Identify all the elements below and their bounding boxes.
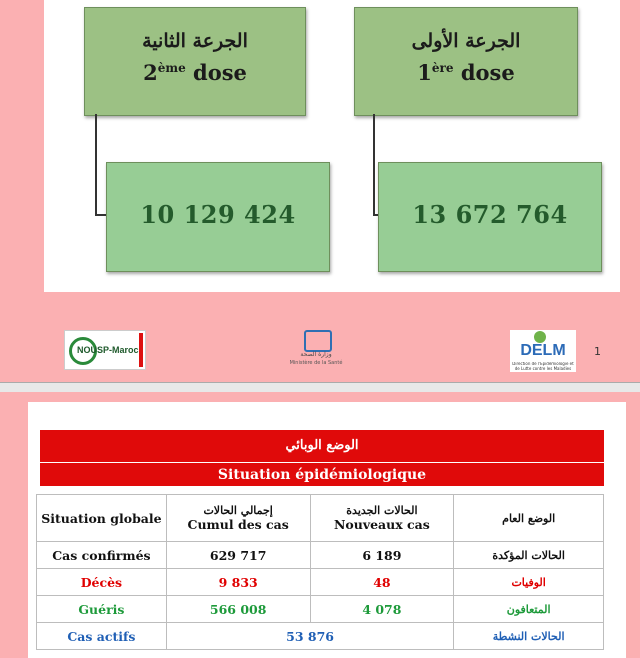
row-label-ar: الوفيات xyxy=(454,569,604,596)
situation-table xyxy=(36,494,604,650)
connector-line xyxy=(95,114,97,215)
row-cumul: 629 717 xyxy=(166,542,310,569)
row-new: 4 078 xyxy=(310,596,454,623)
row-cumul: 9 833 xyxy=(166,569,310,596)
situation-title-ar: الوضع الوبائي xyxy=(285,438,359,453)
first-dose-count-box xyxy=(378,162,602,272)
row-label-ar: الحالات المؤكدة xyxy=(454,542,604,569)
nousp-text: NOUSP-Maroc xyxy=(77,345,139,355)
table-header-row xyxy=(37,495,604,542)
first-dose-arabic: الجرعة الأولى xyxy=(411,30,521,52)
flag-stripe xyxy=(139,333,143,367)
ministry-emblem-icon xyxy=(304,330,332,352)
second-dose-count-box xyxy=(106,162,330,272)
page-number: 1 xyxy=(594,345,601,358)
row-label-fr: Cas confirmés xyxy=(37,542,167,569)
first-dose-title-box xyxy=(354,7,578,116)
nousp-logo xyxy=(64,330,146,370)
table-row xyxy=(37,623,604,650)
situation-header xyxy=(40,430,604,486)
ministry-ar: وزارة الصحة xyxy=(300,351,332,358)
row-label-fr: Cas actifs xyxy=(37,623,167,650)
row-label-ar: المتعافون xyxy=(454,596,604,623)
table-row xyxy=(37,542,604,569)
ministry-logo xyxy=(290,330,342,372)
delm-logo xyxy=(510,330,576,372)
connector-line xyxy=(373,114,375,215)
header-new: الحالات الجديدة Nouveaux cas xyxy=(310,495,454,542)
row-cumul: 53 876 xyxy=(166,623,453,650)
first-dose-count: 13 672 764 xyxy=(412,200,568,229)
delm-text: DELM xyxy=(520,342,566,359)
row-cumul: 566 008 xyxy=(166,596,310,623)
second-dose-count: 10 129 424 xyxy=(140,200,296,229)
header-global: Situation globale xyxy=(37,495,167,542)
delm-subtitle: Direction de l'Epidémiologie et de Lutte contre les Maladies xyxy=(512,362,574,371)
header-cumul: إجمالي الحالات Cumul des cas xyxy=(166,495,310,542)
header-general-ar: الوضع العام xyxy=(454,495,604,542)
row-label-fr: Guéris xyxy=(37,596,167,623)
second-dose-arabic: الجرعة الثانية xyxy=(142,30,248,52)
situation-title-fr: Situation épidémiologique xyxy=(40,462,604,483)
ministry-fr: Ministère de la Santé xyxy=(289,360,343,366)
row-label-fr: Décès xyxy=(37,569,167,596)
second-dose-label: 2ème dose xyxy=(143,60,247,85)
row-new: 48 xyxy=(310,569,454,596)
table-row xyxy=(37,596,604,623)
row-label-ar: الحالات النشطة xyxy=(454,623,604,650)
second-dose-title-box xyxy=(84,7,306,116)
first-dose-label: 1ère dose xyxy=(417,60,515,85)
table-row xyxy=(37,569,604,596)
row-new: 6 189 xyxy=(310,542,454,569)
